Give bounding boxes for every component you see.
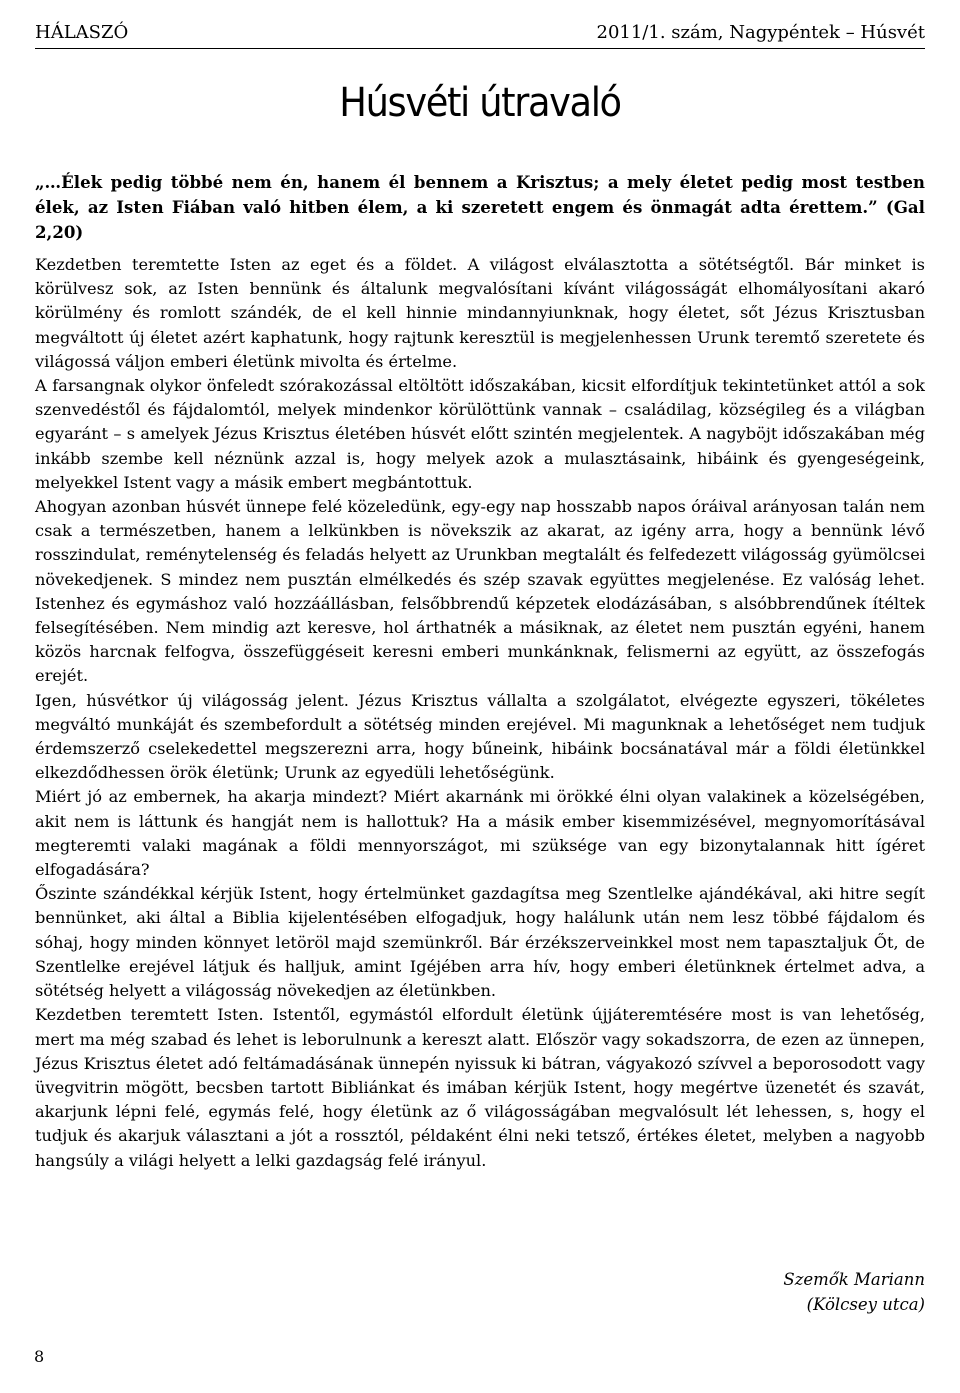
author-location: (Kölcsey utca) <box>806 1295 925 1314</box>
page-header <box>35 20 925 49</box>
paragraph-7: Kezdetben teremtett Isten. Istentől, egymástól elfordult életünk újjáteremtésére most is van lehetőség, mert ma még szabad és lehet is leborulnunk a kereszt alatt. Először vagy sokadszorra, de ezen az ünnepen, Jézus Krisztus életet adó feltámadásának ünnepén nyissuk ki bátran, vágyakozó szívvel a beporosodott vagy üvegvitrin mögött, becsben tartott Bibliánkat és imában kérjük Istent, hogy megértve üzenetét és szavát, akarjunk lépni felé, egymás felé, hogy életünk az ő világosságában megvalósult lét lehessen, s, hogy el tudjuk és akarjuk választani a jót a rossztól, példaként élni neki tetsző, értékes életet, melyben a nagyobb hangsúly a világi helyett a lelki gazdagság felé irányul. <box>35 1005 925 1170</box>
publication-name: HÁLASZÓ <box>35 22 129 43</box>
paragraph-4: Igen, húsvétkor új világosság jelent. Jézus Krisztus vállalta a szolgálatot, elvégezte egyszeri, tökéletes megváltó munkáját és szembefordult a sötétség minden erejével. Mi magunknak a lehetőséget nem tudjuk érdemszerző cselekedettel megszerezni arra, hogy bűneink, hibáink bocsánatával már a földi életünkkel elkezdődhessen örök életünk; Urunk az egyedüli lehetőségünk. <box>35 690 925 783</box>
article-title: Húsvéti útravaló <box>339 80 621 126</box>
paragraph-1: Kezdetben teremtette Isten az eget és a földet. A világost elválasztotta a sötétségtől. Bár minket is körülvesz sok, az Isten bennünk és általunk megvalósítani kívánt világosságát elhomályosítani akaró körülmény és romlott szándék, de el kell hinnie mindannyiunknak, hogy életet, sőt Jézus Krisztusban megváltott új életet azért kaphatunk, hogy rajtunk keresztül is megjelenhessen Urunk teremtő szeretete és világossá váljon emberi életünk mivolta és értelme. <box>35 255 925 371</box>
paragraph-3: Ahogyan azonban húsvét ünnepe felé közeledünk, egy-egy nap hosszabb napos óráival arányosan talán nem csak a természetben, hanem a lelkünkben is növekszik az akarat, az igény arra, hogy a bennünk lévő rosszindulat, reménytelenség és feladás helyett az Urunkban megtalált és felfedezett világosság gyümölcsei növekedjenek. S mindez nem pusztán elmélkedés és szép szavak együttes megjelenése. Ez valóság lehet. Istenhez és egymáshoz való hozzáállásban, felsőbbrendű képzetek elodázásában, s alsóbbrendűnek ítéltek felsegítésében. Nem mindig azt keresve, hol árthatnék a másiknak, az életet nem pusztán egyéni, hanem közös harcnak felfogva, összefüggéseit keresni emberi munkánknak, felismerni az együtt, az összefogás erejét. <box>35 497 925 686</box>
paragraph-5: Miért jó az embernek, ha akarja mindezt? Miért akarnánk mi örökké élni olyan valakinek a közelségében, akit nem is láttunk és hangját nem is hallottuk? Ha a másik ember kisemmizésével, megnyomorításával megteremti valaki magának a földi mennyországot, mi szüksége van egy bizonytalannak hitt ígéret elfogadására? <box>35 787 925 880</box>
page-number: 8 <box>34 1347 45 1366</box>
author-name: Szemők Mariann <box>783 1270 925 1289</box>
issue-info: 2011/1. szám, Nagypéntek – Húsvét <box>596 22 925 43</box>
signature <box>783 1267 925 1317</box>
article-body <box>35 170 925 1173</box>
bible-quote: „…Élek pedig többé nem én, hanem él bennem a Krisztus; a mely életet pedig most testben élek, az Isten Fiában való hitben élem, a ki szeretett engem és önmagát adta érettem.” (Gal 2,20) <box>35 172 925 242</box>
paragraph-6: Őszinte szándékkal kérjük Istent, hogy értelmünket gazdagítsa meg Szentlelke ajándékával, aki hitre segít bennünket, aki által a Biblia kijelentésében elfogadjuk, hogy halálunk után nem lesz többé fájdalom és sóhaj, hogy minden könnyet letöröl majd szemünkről. Bár érzékszerveinkkel most nem tapasztaljuk Őt, de Szentlelke erejével látjuk és halljuk, amint Igéjében arra hív, hogy emberi életünknek értelmet adva, a sötétség helyett a világosság növekedjen az életünkben. <box>35 884 925 1001</box>
paragraph-2: A farsangnak olykor önfeledt szórakozással eltöltött időszakában, kicsit elfordítjuk tekintetünket attól a sok szenvedéstől és fájdalomtól, melyek mindenkor körülöttünk vannak – családilag, községileg és a világban egyaránt – s amelyek Jézus Krisztus életében húsvét előtt szintén megjelentek. A nagyböjt időszakában még inkább szembe kell néznünk azzal is, hogy melyek azok a mulasztásaink, hibáink és gyengeségeink, melyekkel Istent vagy a másik embert megbántottuk. <box>35 376 925 492</box>
